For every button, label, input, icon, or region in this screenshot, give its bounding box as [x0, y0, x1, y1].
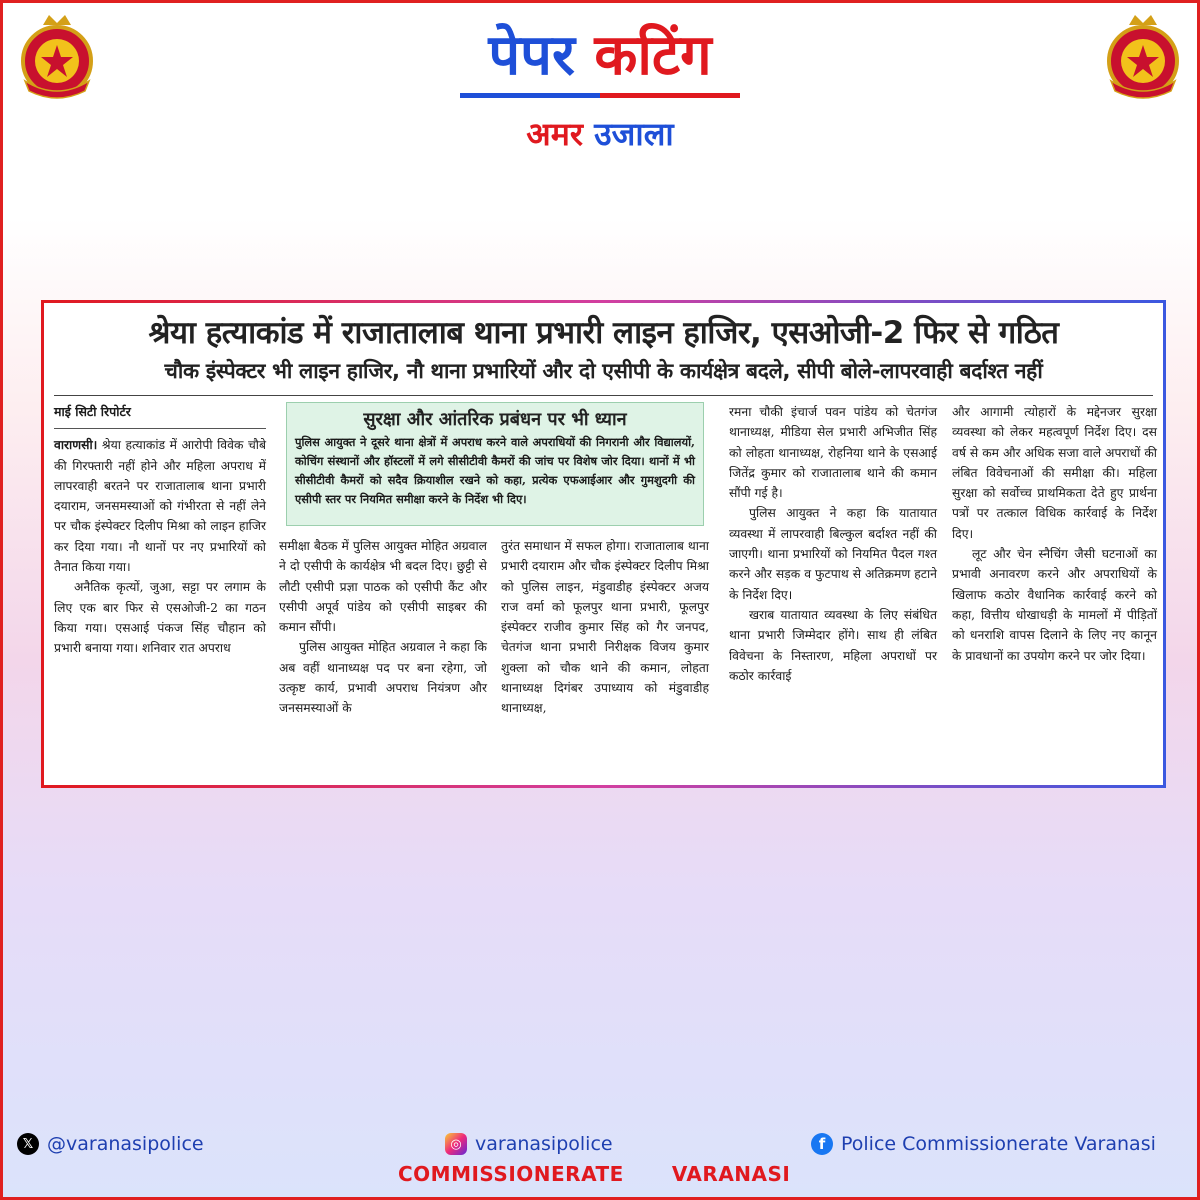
- article-headline: श्रेया हत्याकांड में राजातालाब थाना प्रभारी लाइन हाजिर, एसओजी-2 फिर से गठित: [148, 315, 1059, 351]
- highlight-box-text: पुलिस आयुक्त ने दूसरे थाना क्षेत्रों में अपराध करने वाले अपराधियों की निगरानी और विद्यालयों, कोचिंग संस्थानों और हॉस्टलों में लगे सीसीटीवी कैमरों की जांच पर विशेष जोर दिया। थानों में भी सीसीटीवी कैमरों को सदैव क्रियाशील रखने को कहा, प्रत्येक एफआईआर और गुमशुदगी की एसीपी स्तर पर नियमित समीक्षा करने के निर्देश भी दिए।: [295, 435, 695, 506]
- page-header: [3, 21, 1197, 155]
- highlight-box-title: सुरक्षा और आंतरिक प्रबंधन पर भी ध्यान: [363, 409, 627, 430]
- article-column-1: [54, 402, 266, 659]
- article-paragraph: लूट और चेन स्नैचिंग जैसी घटनाओं का प्रभावी अनावरण करने और अपराधियों के खिलाफ कठोर वैधानिक कार्रवाई करने को कहा, वित्तीय धोखाधड़ी के मामलों में पीड़ितों को धनराशि वापस दिलाने के लिए नए कानून के प्रावधानों का उपयोग करने पर जोर दिया।: [952, 547, 1157, 663]
- article-paragraph: पुलिस आयुक्त मोहित अग्रवाल ने कहा कि अब वहीं थानाध्यक्ष पद पर बना रहेगा, जो उत्कृष्ट कार्य, प्रभावी अपराध नियंत्रण और जनसमस्याओं के: [279, 640, 487, 716]
- title-underline: [460, 93, 740, 98]
- newspaper-name-part-2: उजाला: [594, 115, 674, 153]
- news-clipping: [41, 300, 1166, 788]
- byline: माई सिटी रिपोर्टर: [54, 402, 266, 429]
- title-part-2: कटिंग: [594, 23, 712, 88]
- facebook-link[interactable]: [811, 1133, 1156, 1155]
- footer-title: [398, 1162, 790, 1186]
- article-column-2: [279, 536, 487, 719]
- newspaper-name: [3, 112, 1197, 155]
- page-footer: [3, 1123, 1197, 1197]
- article-paragraph: और आगामी त्योहारों के मद्देनजर सुरक्षा व्यवस्था को लेकर महत्वपूर्ण निर्देश दिए। दस वर्ष से कम और अधिक सजा वाले अपराधों की लंबित विवेचनाओं की समीक्षा की। महिला सुरक्षा को सर्वोच्च प्राथमिकता देते हुए प्रार्थना पत्रों पर तत्काल विधिक कार्रवाई के निर्देश दिए।: [952, 405, 1157, 541]
- highlight-box: [286, 402, 704, 526]
- article-column-4: [729, 402, 937, 686]
- instagram-handle: varanasipolice: [475, 1133, 613, 1155]
- x-link[interactable]: [17, 1133, 204, 1155]
- facebook-page-name: Police Commissionerate Varanasi: [841, 1133, 1156, 1155]
- article-column-5: [952, 402, 1157, 666]
- instagram-link[interactable]: [445, 1133, 613, 1155]
- article-paragraph: अनैतिक कृत्यों, जुआ, सट्टा पर लगाम के लिए एक बार फिर से एसओजी-2 का गठन किया गया। एसआई पंकज सिंह चौहान को प्रभारी बनाया गया। शनिवार रात अपराध: [54, 580, 266, 656]
- x-handle: @varanasipolice: [47, 1133, 204, 1155]
- divider: [54, 395, 1153, 396]
- article-column-3: [501, 536, 709, 719]
- newspaper-name-part-1: अमर: [526, 115, 583, 153]
- article-paragraph: समीक्षा बैठक में पुलिस आयुक्त मोहित अग्रवाल ने दो एसीपी के कार्यक्षेत्र भी बदल दिए। छुट्टी से लौटी एसीपी प्रज्ञा पाठक को एसीपी कैंट और एसीपी अपूर्व पांडेय को एसीपी साइबर की कमान सौंपी।: [279, 539, 487, 635]
- footer-word-1: COMMISSIONERATE: [398, 1162, 624, 1186]
- facebook-icon: f: [811, 1133, 833, 1155]
- article-paragraph: तुरंत समाधान में सफल होगा। राजातालाब थाना प्रभारी दयाराम और चौक इंस्पेक्टर दिलीप मिश्रा को पुलिस लाइन, मंडुवाडीह इंस्पेक्टर अजय राज वर्मा को फूलपुर थाना प्रभारी, फूलपुर इंस्पेक्टर राजीव कुमार सिंह को गैर जनपद, चेतगंज थाना प्रभारी निरीक्षक विजय कुमार शुक्ला को चौक थाने की कमान, लोहता थानाध्यक्ष दिगंबर उपाध्याय को मंडुवाडीह थानाध्यक्ष,: [501, 539, 709, 716]
- article-paragraph: रमना चौकी इंचार्ज पवन पांडेय को चेतगंज थानाध्यक्ष, मीडिया सेल प्रभारी अभिजीत सिंह को लोहता थानाध्यक्ष, रोहनिया थाने के एसआई जितेंद्र कुमार को राजातालाब थाने की कमान सौंपी गई है।: [729, 405, 937, 501]
- article-paragraph: खराब यातायात व्यवस्था के लिए संबंधित थाना प्रभारी जिम्मेदार होंगे। साथ ही लंबित विवेचना के निस्तारण, महिला अपराधों पर कठोर कार्रवाई: [729, 607, 937, 683]
- article-paragraph: [54, 435, 266, 577]
- footer-word-2: VARANASI: [671, 1162, 791, 1186]
- title-part-1: पेपर: [488, 23, 575, 88]
- article-paragraph: पुलिस आयुक्त ने कहा कि यातायात व्यवस्था में लापरवाही बिल्कुल बर्दाश्त नहीं की जाएगी। थाना प्रभारियों को नियमित पैदल गश्त करने और सड़क व फुटपाथ से अतिक्रमण हटाने के निर्देश दिए।: [729, 506, 937, 602]
- paragraph-text: श्रेया हत्याकांड में आरोपी विवेक चौबे की गिरफ्तारी नहीं होने और महिला अपराध में लापरवाही बरतने पर राजातालाब थाना प्रभारी दयाराम, जनसमस्याओं को गंभीरता से नहीं लेने पर चौक इंस्पेक्टर दिलीप मिश्रा को लाइन हाजिर कर दिया गया। नौ थानों पर नए प्रभारियों को तैनात किया गया।: [54, 438, 266, 575]
- instagram-icon: ◎: [445, 1133, 467, 1155]
- article-subheadline: चौक इंस्पेक्टर भी लाइन हाजिर, नौ थाना प्रभारियों और दो एसीपी के कार्यक्षेत्र बदले, सीपी बोले-लापरवाही बर्दाश्त नहीं: [164, 359, 1043, 383]
- dateline: वाराणसी।: [54, 437, 98, 453]
- page-title: [484, 21, 715, 91]
- x-icon: 𝕏: [17, 1133, 39, 1155]
- article-body: [54, 402, 1157, 767]
